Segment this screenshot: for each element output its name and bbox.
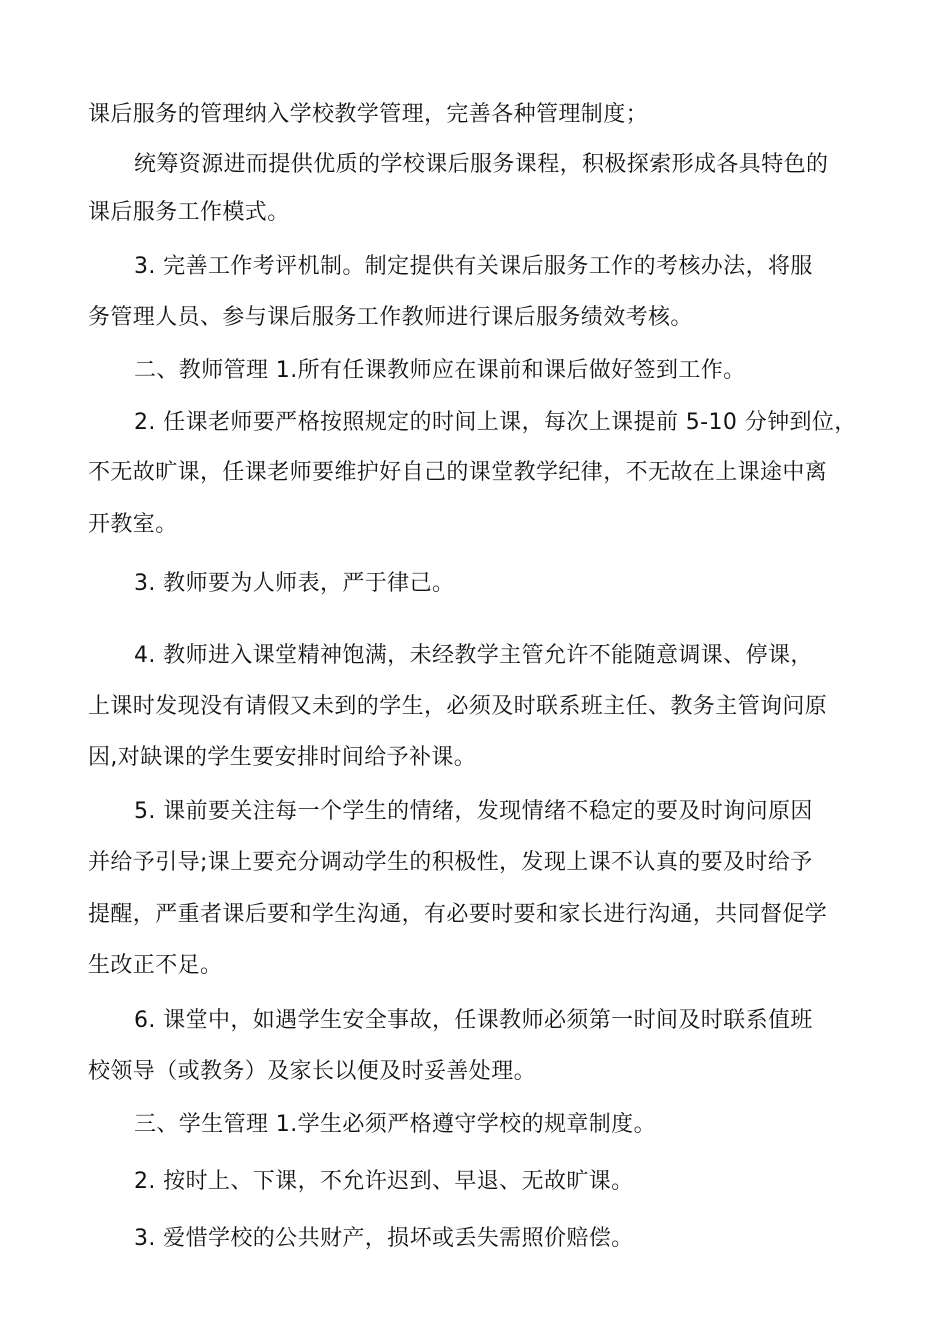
text-line: 校领导（或教务）及家长以便及时妥善处理。 <box>88 1059 537 1084</box>
text-line: 开教室。 <box>88 512 178 537</box>
text-line: 4. 教师进入课堂精神饱满，未经教学主管允许不能随意调课、停课， <box>134 643 813 668</box>
text-line: 5. 课前要关注每一个学生的情绪，发现情绪不稳定的要及时询问原因 <box>134 799 813 824</box>
text-line: 不无故旷课，任课老师要维护好自己的课堂教学纪律，不无故在上课途中离 <box>88 460 828 485</box>
text-line: 因,对缺课的学生要安排时间给予补课。 <box>88 745 477 770</box>
text-line: 统筹资源进而提供优质的学校课后服务课程，积极探索形成各具特色的 <box>134 152 829 177</box>
text-line: 课后服务工作模式。 <box>88 200 290 225</box>
text-line: 3. 爱惜学校的公共财产，损坏或丢失需照价赔偿。 <box>134 1226 634 1251</box>
text-line: 并给予引导;课上要充分调动学生的积极性，发现上课不认真的要及时给予 <box>88 850 813 875</box>
text-line: 2. 按时上、下课，不允许迟到、早退、无故旷课。 <box>134 1169 634 1194</box>
text-line: 3. 教师要为人师表，严于律己。 <box>134 571 455 596</box>
text-line: 务管理人员、参与课后服务工作教师进行课后服务绩效考核。 <box>88 305 693 330</box>
text-line: 6. 课堂中，如遇学生安全事故，任课教师必须第一时间及时联系值班 <box>134 1008 813 1033</box>
text-line: 生改正不足。 <box>88 953 223 978</box>
text-line: 3. 完善工作考评机制。制定提供有关课后服务工作的考核办法，将服 <box>134 254 813 279</box>
text-line: 上课时发现没有请假又未到的学生，必须及时联系班主任、教务主管询问原 <box>88 694 828 719</box>
text-line: 2. 任课老师要严格按照规定的时间上课，每次上课提前 5-10 分钟到位， <box>134 410 857 435</box>
text-line: 二、教师管理 1.所有任课教师应在课前和课后做好签到工作。 <box>134 358 746 383</box>
text-line: 提醒，严重者课后要和学生沟通，有必要时要和家长进行沟通，共同督促学 <box>88 902 828 927</box>
text-line: 三、学生管理 1.学生必须严格遵守学校的规章制度。 <box>134 1112 656 1137</box>
text-line: 课后服务的管理纳入学校教学管理，完善各种管理制度； <box>88 102 649 127</box>
